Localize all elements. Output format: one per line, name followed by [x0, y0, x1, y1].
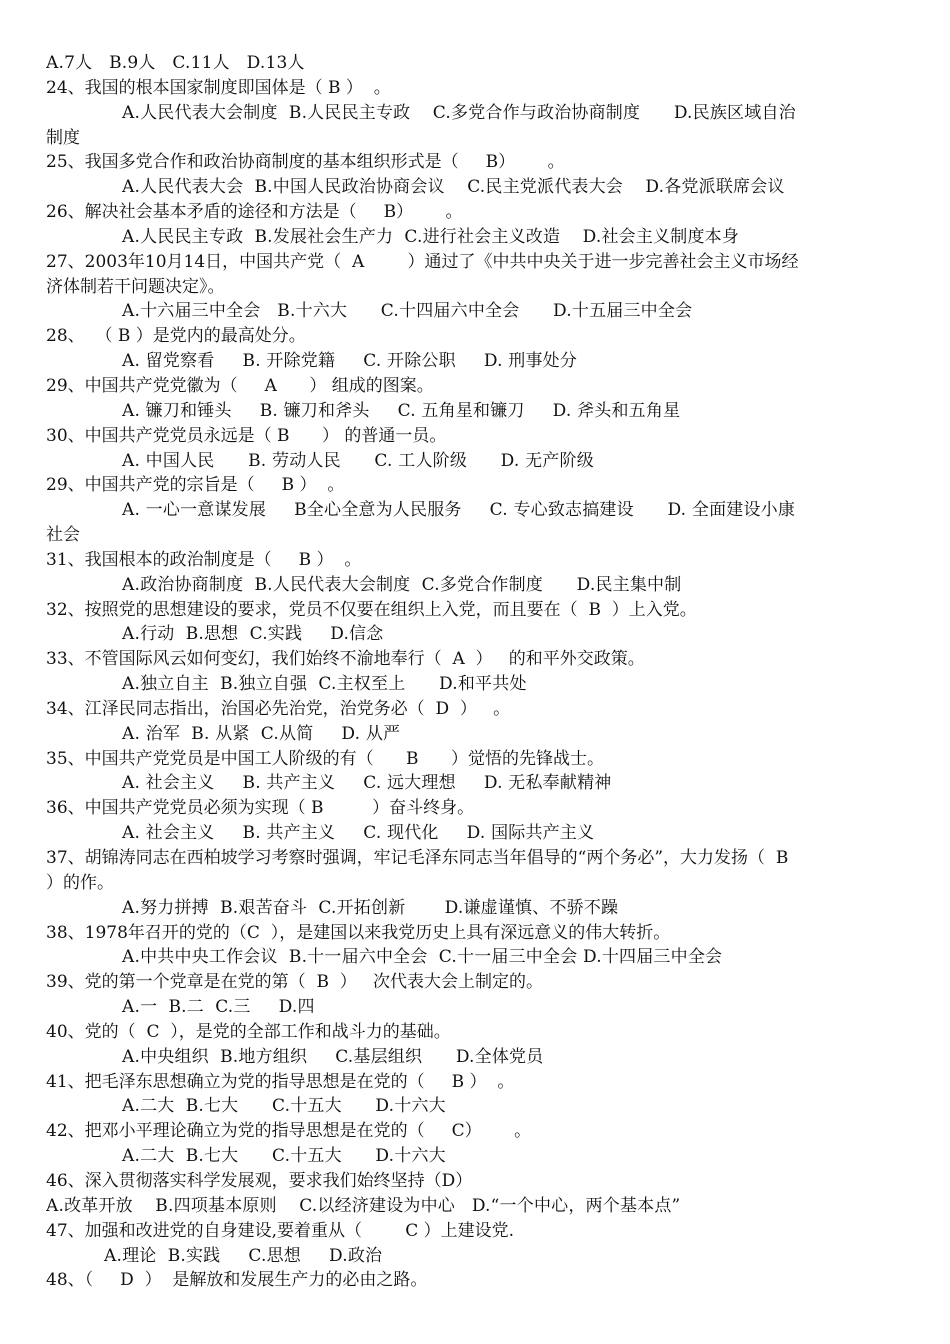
- answer-options-line: A.人民代表大会制度 B.人民民主专政 C.多党合作与政治协商制度 D.民族区域自治: [122, 102, 796, 123]
- question-line: 25、我国多党合作和政治协商制度的基本组织形式是（ B） 。: [46, 152, 565, 173]
- question-line: 37、胡锦涛同志在西柏坡学习考察时强调，牢记毛泽东同志当年倡导的“两个务必”，大力发扬（ B: [46, 848, 789, 868]
- answer-options-line: A.十六届三中全会 B.十六大 C.十四届六中全会 D.十五届三中全会: [122, 301, 693, 322]
- answer-options-line: A. 社会主义 B. 共产主义 C. 现代化 D. 国际共产主义: [122, 823, 595, 844]
- answer-options-line: A.中共中央工作会议 B.十一届六中全会 C.十一届三中全会 D.十四届三中全会: [122, 947, 723, 968]
- question-line: 32、按照党的思想建设的要求，党员不仅要在组织上入党，而且要在（ B ）上入党。: [46, 599, 697, 620]
- question-line: 30、中国共产党党员永远是（ B ） 的普通一员。: [46, 425, 447, 446]
- answer-options-line: A. 一心一意谋发展 B全心全意为人民服务 C. 专心致志搞建设 D. 全面建设小康: [122, 500, 796, 521]
- question-line: 39、党的第一个党章是在党的第（ B ） 次代表大会上制定的。: [46, 972, 543, 993]
- question-line: 36、中国共产党党员必须为实现（ B ）奋斗终身。: [46, 798, 475, 819]
- answer-options-line: A.独立自主 B.独立自强 C.主权至上 D.和平共处: [122, 674, 527, 695]
- continuation-line: 济体制若干问题决定》。: [46, 276, 225, 297]
- answer-options-line: A.行动 B.思想 C.实践 D.信念: [122, 624, 384, 645]
- answer-options-line: A.中央组织 B.地方组织 C.基层组织 D.全体党员: [122, 1046, 544, 1067]
- question-line: 48、（ D ） 是解放和发展生产力的必由之路。: [46, 1270, 428, 1291]
- question-line: 27、2003年10月14日，中国共产党（ A ）通过了《中共中央关于进一步完善社会主义市场经: [46, 251, 799, 272]
- answer-options-line: A. 治军 B. 从紧 C.从简 D. 从严: [122, 723, 401, 744]
- continuation-line: 社会: [46, 525, 80, 546]
- continuation-line: ）的作。: [46, 872, 114, 893]
- answer-options-line: A.7人 B.9人 C.11人 D.13人: [46, 53, 305, 73]
- question-line: 28、 （ B ）是党内的最高处分。: [46, 326, 306, 347]
- answer-options-line: A.政治协商制度 B.人民代表大会制度 C.多党合作制度 D.民主集中制: [122, 574, 682, 595]
- answer-options-line: A. 镰刀和锤头 B. 镰刀和斧头 C. 五角星和镰刀 D. 斧头和五角星: [122, 400, 681, 421]
- question-line: 31、我国根本的政治制度是（ B ） 。: [46, 549, 362, 570]
- question-line: 47、加强和改进党的自身建设,要着重从（ C ）上建设党.: [46, 1220, 515, 1241]
- question-line: 42、把邓小平理论确立为党的指导思想是在党的（ C） 。: [46, 1121, 532, 1142]
- answer-options-line: A. 中国人民 B. 劳动人民 C. 工人阶级 D. 无产阶级: [122, 450, 594, 471]
- question-line: 29、中国共产党党徽为（ A ） 组成的图案。: [46, 375, 434, 396]
- question-line: 34、江泽民同志指出，治国必先治党，治党务必（ D ） 。: [46, 698, 511, 719]
- answer-options-line: A.理论 B.实践 C.思想 D.政治: [104, 1245, 383, 1266]
- question-line: 35、中国共产党党员是中国工人阶级的有（ B ）觉悟的先锋战士。: [46, 748, 604, 769]
- answer-options-line: A.二大 B.七大 C.十五大 D.十六大: [122, 1096, 446, 1117]
- question-line: 29、中国共产党的宗旨是（ B ） 。: [46, 475, 345, 496]
- answer-options-line: A.努力拼搏 B.艰苦奋斗 C.开拓创新 D.谦虚谨慎、不骄不躁: [122, 897, 619, 918]
- question-line: 38、1978年召开的党的（C ），是建国以来我党历史上具有深远意义的伟大转折。: [46, 922, 671, 943]
- answer-options-line: A.人民民主专政 B.发展社会生产力 C.进行社会主义改造 D.社会主义制度本身: [122, 226, 740, 247]
- question-line: 46、深入贯彻落实科学发展观，要求我们始终坚持（D）: [46, 1170, 473, 1191]
- question-line: 40、党的（ C ），是党的全部工作和战斗力的基础。: [46, 1021, 451, 1042]
- answer-options-line: A.一 B.二 C.三 D.四: [122, 997, 315, 1018]
- answer-options-line: A. 留党察看 B. 开除党籍 C. 开除公职 D. 刑事处分: [122, 351, 578, 372]
- answer-options-line: A.二大 B.七大 C.十五大 D.十六大: [122, 1146, 446, 1167]
- continuation-line: 制度: [46, 127, 80, 148]
- answer-options-line: A.改革开放 B.四项基本原则 C.以经济建设为中心 D.“一个中心，两个基本点”: [46, 1195, 681, 1216]
- question-line: 26、解决社会基本矛盾的途径和方法是（ B） 。: [46, 202, 463, 223]
- question-line: 24、我国的根本国家制度即国体是（ B ） 。: [46, 77, 391, 98]
- answer-options-line: A. 社会主义 B. 共产主义 C. 远大理想 D. 无私奉献精神: [122, 773, 612, 794]
- exam-question-sheet: [46, 51, 916, 1293]
- question-line: 41、把毛泽东思想确立为党的指导思想是在党的（ B ） 。: [46, 1071, 515, 1092]
- answer-options-line: A.人民代表大会 B.中国人民政治协商会议 C.民主党派代表大会 D.各党派联席会议: [122, 177, 785, 198]
- question-line: 33、不管国际风云如何变幻，我们始终不渝地奉行（ A ） 的和平外交政策。: [46, 649, 645, 670]
